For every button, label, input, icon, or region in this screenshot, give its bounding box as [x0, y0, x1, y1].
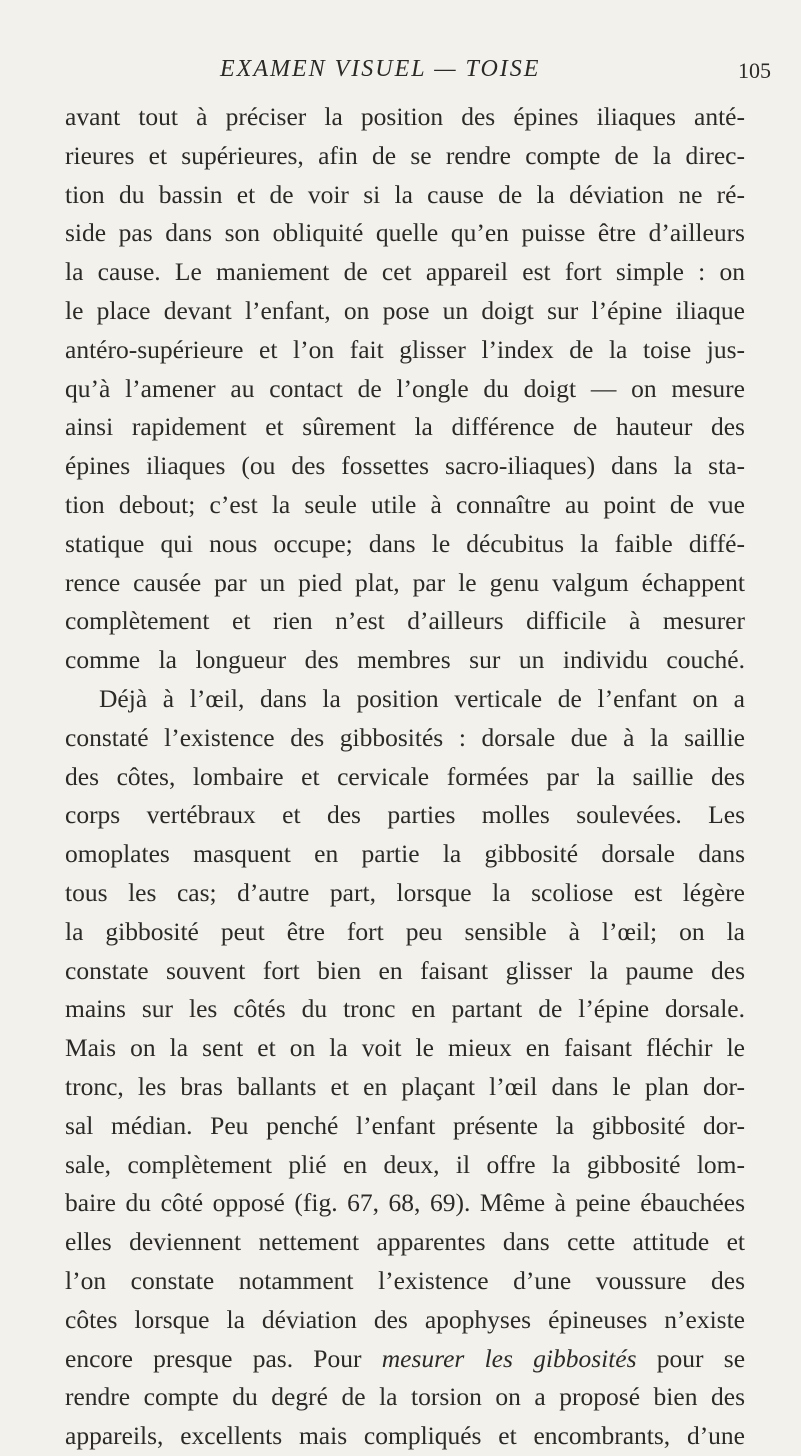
running-title: EXAMEN VISUEL — TOISE: [220, 56, 541, 82]
text-line: Mais on la sent et on la voit le mieux en faisant fléchir le: [65, 1033, 745, 1063]
text-segment: pour se: [656, 1343, 746, 1373]
text-line-with-italic: [65, 1340, 745, 1379]
paragraph-first-line: Déjà à l’œil, dans la position verticale de l’enfant on a: [99, 683, 745, 713]
text-segment: encore presque pas. Pour: [65, 1343, 362, 1373]
text-line: tion du bassin et de voir si la cause de la déviation ne ré-: [65, 179, 745, 209]
text-line: des côtes, lombaire et cervicale formées par la saillie des: [65, 761, 745, 791]
text-line: épines iliaques (ou des fossettes sacro-iliaques) dans la sta-: [65, 451, 745, 481]
text-line: corps vertébraux et des parties molles soulevées. Les: [65, 800, 745, 830]
text-line: side pas dans son obliquité quelle qu’en puisse être d’ailleurs: [65, 218, 745, 248]
text-line: tronc, les bras ballants et en plaçant l’œil dans le plan dor-: [65, 1071, 745, 1101]
text-line: qu’à l’amener au contact de l’ongle du doigt — on mesure: [65, 373, 745, 403]
text-line: constate souvent fort bien en faisant glisser la paume des: [65, 955, 745, 985]
italic-phrase: mesurer les gibbosités: [381, 1343, 637, 1373]
text-line: sal médian. Peu penché l’enfant présente la gibbosité dor-: [65, 1110, 745, 1140]
text-line: comme la longueur des membres sur un individu couché.: [65, 645, 745, 675]
text-line: sale, complètement plié en deux, il offre la gibbosité lom-: [65, 1149, 745, 1179]
text-line: antéro-supérieure et l’on fait glisser l’index de la toise jus-: [65, 334, 745, 364]
text-line: tous les cas; d’autre part, lorsque la scoliose est légère: [65, 877, 745, 907]
text-line: le place devant l’enfant, on pose un doigt sur l’épine iliaque: [65, 295, 745, 325]
text-line: appareils, excellents mais compliqués et encombrants, d’une: [65, 1421, 745, 1451]
text-line: rendre compte du degré de la torsion on a proposé bien des: [65, 1382, 745, 1412]
text-line: elles deviennent nettement apparentes dans cette attitude et: [65, 1227, 745, 1257]
text-line: baire du côté opposé (fig. 67, 68, 69). Même à peine ébauchées: [65, 1188, 745, 1218]
text-line: l’on constate notamment l’existence d’une voussure des: [65, 1265, 745, 1295]
text-line: constaté l’existence des gibbosités : dorsale due à la saillie: [65, 722, 745, 752]
text-line: la gibbosité peut être fort peu sensible à l’œil; on la: [65, 916, 745, 946]
text-line: statique qui nous occupe; dans le décubitus la faible diffé-: [65, 528, 745, 558]
text-line: complètement et rien n’est d’ailleurs difficile à mesurer: [65, 606, 745, 636]
text-line: ainsi rapidement et sûrement la différence de hauteur des: [65, 412, 745, 442]
text-line: rieures et supérieures, afin de se rendre compte de la direc-: [65, 140, 745, 170]
text-line: la cause. Le maniement de cet appareil est fort simple : on: [65, 257, 745, 287]
text-line: mains sur les côtés du tronc en partant de l’épine dorsale.: [65, 994, 745, 1024]
text-line: omoplates masquent en partie la gibbosité dorsale dans: [65, 839, 745, 869]
page-number: 105: [738, 58, 771, 83]
text-line: côtes lorsque la déviation des apophyses épineuses n’existe: [65, 1304, 745, 1334]
body-text: [65, 98, 745, 1456]
text-line: tion debout; c’est la seule utile à connaître au point de vue: [65, 489, 745, 519]
text-line: rence causée par un pied plat, par le genu valgum échappent: [65, 567, 745, 597]
running-header: [0, 48, 801, 88]
text-line: avant tout à préciser la position des épines iliaques anté-: [65, 102, 745, 131]
